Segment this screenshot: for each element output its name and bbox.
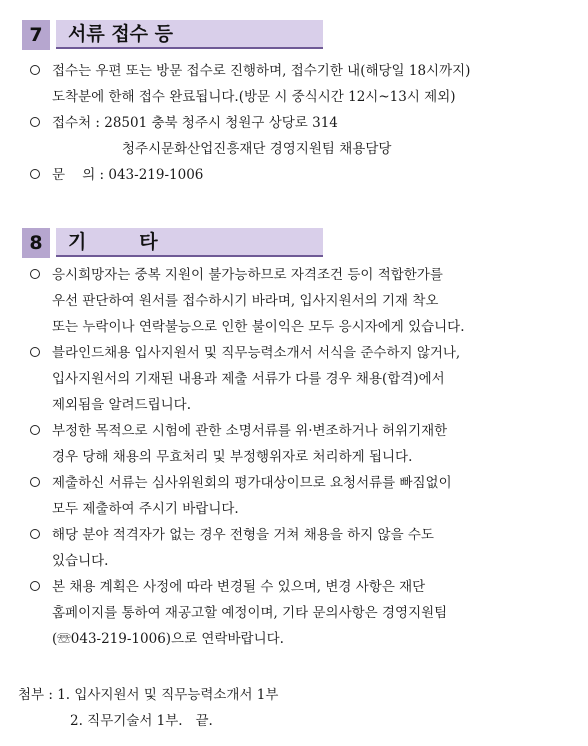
s7-item-1-line-1: 접수는 우편 또는 방문 접수로 진행하며, 접수기한 내(해당일 18시까지) [52,63,471,79]
s8-item-2-line-1: 블라인드채용 입사지원서 및 직무능력소개서 서식을 준수하지 않거나, [52,345,461,361]
s8-item-3-line-1: 부정한 목적으로 시험에 관한 소명서류를 위·변조하거나 허위기재한 [52,423,448,439]
s8-item-4-line-2: 모두 제출하여 주시기 바랍니다. [52,501,239,517]
circle-bullet-icon [30,117,40,127]
s8-item-1-line-1: 응시희망자는 중복 지원이 불가능하므로 자격조건 등이 적합한가를 [52,267,443,283]
section-7-number: 7 [22,20,50,50]
circle-bullet-icon [30,581,40,591]
s7-item-2-line-2: 청주시문화산업진흥재단 경영지원팀 채용담당 [122,141,392,157]
circle-bullet-icon [30,347,40,357]
circle-bullet-icon [30,65,40,75]
section-8-number: 8 [22,228,50,258]
circle-bullet-icon [30,425,40,435]
attachment-2: 2. 직무기술서 1부. 끝. [70,713,213,729]
s8-item-1-line-2: 우선 판단하여 원서를 접수하시기 바라며, 입사지원서의 기재 착오 [52,293,439,309]
circle-bullet-icon [30,529,40,539]
s7-item-1-line-2: 도착분에 한해 접수 완료됩니다.(방문 시 중식시간 12시~13시 제외) [52,89,456,105]
circle-bullet-icon [30,269,40,279]
circle-bullet-icon [30,477,40,487]
s7-item-2-line-1: 접수처 : 28501 충북 청주시 청원구 상당로 314 [52,115,338,131]
attachments-label: 첨부 : [18,687,58,703]
s8-item-4-line-1: 제출하신 서류는 심사위원회의 평가대상이므로 요청서류를 빠짐없이 [52,475,452,491]
s7-item-3-line-1: 문 의 : 043-219-1006 [52,167,204,183]
s8-item-3-line-2: 경우 당해 채용의 무효처리 및 부정행위자로 처리하게 됩니다. [52,449,413,465]
attachments-line-1 [18,682,278,708]
s8-item-2-line-3: 제외됨을 알려드립니다. [52,397,191,413]
s8-item-6-line-3: (☏043-219-1006)으로 연락바랍니다. [52,631,284,647]
s8-item-6-line-1: 본 채용 계획은 사정에 따라 변경될 수 있으며, 변경 사항은 재단 [52,579,426,595]
section-7-title: 서류 접수 등 [56,20,323,49]
s8-item-1-line-3: 또는 누락이나 연락불능으로 인한 불이익은 모두 응시자에게 있습니다. [52,319,465,335]
section-7-header [22,20,323,50]
section-8-title: 기 타 [56,228,323,257]
circle-bullet-icon [30,169,40,179]
s8-item-2-line-2: 입사지원서의 기재된 내용과 제출 서류가 다를 경우 채용(합격)에서 [52,371,445,387]
s8-item-5-line-2: 있습니다. [52,553,109,569]
s8-item-6-line-2: 홈페이지를 통하여 재공고할 예정이며, 기타 문의사항은 경영지원팀 [52,605,448,621]
s8-item-5-line-1: 해당 분야 적격자가 없는 경우 전형을 거쳐 채용을 하지 않을 수도 [52,527,434,543]
attachments-line-2 [70,708,213,734]
section-8-header [22,228,323,258]
attachment-1: 1. 입사지원서 및 직무능력소개서 1부 [57,687,279,703]
